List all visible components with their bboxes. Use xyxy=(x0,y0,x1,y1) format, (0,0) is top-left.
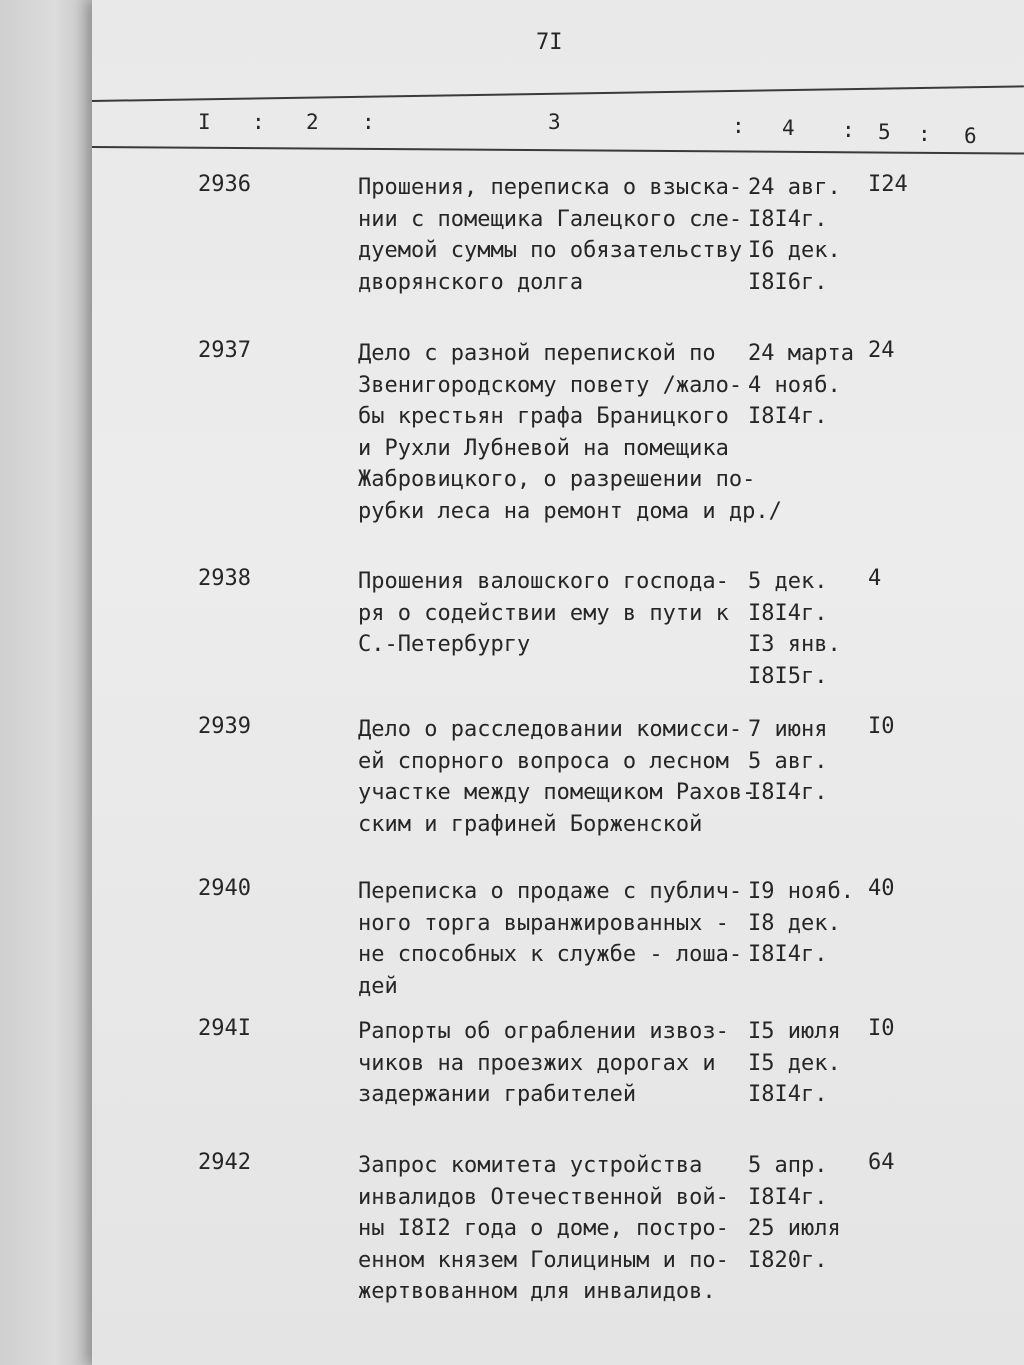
description-line: Звенигородскому повету /жало- xyxy=(358,372,743,398)
description-line: нии с помещика Галецкого сле- xyxy=(358,206,743,232)
description-line: Рапорты об ограблении извоз- xyxy=(358,1019,729,1044)
entry-description xyxy=(358,1150,758,1308)
date-line: I820г. xyxy=(748,1247,828,1273)
header-col-5: 5 xyxy=(878,120,891,144)
date-line: 5 дек. xyxy=(748,569,828,594)
date-line: 4 нояб. xyxy=(748,372,841,398)
description-line: ским и графиней Борженской xyxy=(358,811,703,837)
entry-description xyxy=(358,338,782,527)
entry-description xyxy=(358,714,758,840)
entry-dates xyxy=(748,172,868,298)
header-separator: : xyxy=(252,110,265,134)
header-separator: : xyxy=(732,114,745,138)
date-line: 5 апр. xyxy=(748,1153,828,1178)
facing-page-edge xyxy=(0,0,100,1365)
description-line: Прошения валошского господа- xyxy=(358,569,729,594)
description-line: ны I8I2 года о доме, постро- xyxy=(358,1216,729,1241)
description-line: Дело с разной перепиской по xyxy=(358,341,716,366)
description-line: енном князем Голициным и по- xyxy=(358,1247,729,1273)
date-line: I8I4г. xyxy=(748,1082,828,1107)
description-line: С.-Петербургу xyxy=(358,632,531,657)
entry-dates xyxy=(748,566,868,692)
page-number: 7I xyxy=(536,30,563,55)
header-separator: : xyxy=(842,118,855,142)
entry-sheet-count: 64 xyxy=(868,1150,895,1175)
entry-number: 2936 xyxy=(198,172,251,197)
header-separator: : xyxy=(362,110,375,134)
entry-sheet-count: I0 xyxy=(868,714,895,739)
description-line: задержании грабителей xyxy=(358,1082,637,1107)
date-line: I8 дек. xyxy=(748,910,841,936)
entry-number: 2940 xyxy=(198,876,251,901)
description-line: рубки леса на ремонт дома и др./ xyxy=(358,498,782,524)
description-line: не способных к службе - лоша- xyxy=(358,942,743,967)
header-col-3: 3 xyxy=(548,110,561,134)
entry-number: 2938 xyxy=(198,566,251,591)
description-line: ря о содействии ему в пути к xyxy=(358,600,729,626)
date-line: I8I4г. xyxy=(748,600,828,626)
entry-description xyxy=(358,566,758,661)
date-line: I8I6г. xyxy=(748,269,828,295)
date-line: 24 марта xyxy=(748,341,854,366)
description-line: Дело о расследовании комисси- xyxy=(358,717,743,742)
header-rule-bottom xyxy=(92,146,1024,155)
entry-number: 2937 xyxy=(198,338,251,363)
entry-sheet-count: I0 xyxy=(868,1016,895,1041)
header-separator: : xyxy=(918,122,931,146)
header-col-4: 4 xyxy=(782,116,795,140)
entry-sheet-count: 4 xyxy=(868,566,882,591)
date-line: 7 июня xyxy=(748,717,828,742)
date-line: I8I4г. xyxy=(748,404,828,429)
entry-dates xyxy=(748,1016,868,1111)
description-line: участке между помещиком Рахов- xyxy=(358,780,756,805)
entry-description xyxy=(358,172,758,298)
entry-dates xyxy=(748,338,868,433)
description-line: инвалидов Отечественной вой- xyxy=(358,1184,729,1210)
header-col-2: 2 xyxy=(306,110,319,134)
entry-number: 2942 xyxy=(198,1150,251,1175)
date-line: 25 июля xyxy=(748,1216,841,1241)
description-line: дей xyxy=(358,973,398,999)
description-line: дворянского долга xyxy=(358,269,584,295)
date-line: I8I4г. xyxy=(748,942,828,967)
entry-sheet-count: I24 xyxy=(868,172,908,197)
date-line: I3 янв. xyxy=(748,632,841,657)
date-line: I8I4г. xyxy=(748,780,828,805)
entry-dates xyxy=(748,876,868,971)
date-line: I5 дек. xyxy=(748,1050,841,1076)
header-col-1: I xyxy=(198,110,211,134)
date-line: I8I4г. xyxy=(748,1184,828,1210)
description-line: ей спорного вопроса о лесном xyxy=(358,748,729,774)
description-line: Запрос комитета устройства xyxy=(358,1153,703,1178)
description-line: и Рухли Лубневой на помещика xyxy=(358,435,729,461)
date-line: I8I4г. xyxy=(748,206,828,232)
date-line: 24 авг. xyxy=(748,175,841,200)
date-line: I5 июля xyxy=(748,1019,841,1044)
entry-number: 294I xyxy=(198,1016,251,1041)
description-line: дуемой суммы по обязательству xyxy=(358,238,743,263)
date-line: I9 нояб. xyxy=(748,879,854,904)
entry-number: 2939 xyxy=(198,714,251,739)
entry-description xyxy=(358,876,758,1002)
entry-sheet-count: 40 xyxy=(868,876,895,901)
entry-dates xyxy=(748,714,868,809)
description-line: жертвованном для инвалидов. xyxy=(358,1279,716,1304)
description-line: Прошения, переписка о взыска- xyxy=(358,175,743,200)
entry-dates xyxy=(748,1150,868,1276)
description-line: бы крестьян графа Браницкого xyxy=(358,404,729,429)
date-line: 5 авг. xyxy=(748,748,828,774)
date-line: I8I5г. xyxy=(748,663,828,689)
description-line: чиков на проезжих дорогах и xyxy=(358,1050,716,1076)
date-line: I6 дек. xyxy=(748,238,841,263)
description-line: ного торга выранжированных - xyxy=(358,910,729,936)
description-line: Переписка о продаже с публич- xyxy=(358,879,743,904)
entry-description xyxy=(358,1016,758,1111)
entry-sheet-count: 24 xyxy=(868,338,895,363)
document-page xyxy=(92,0,1024,1365)
header-col-6: 6 xyxy=(964,124,977,148)
header-rule-top xyxy=(92,85,1024,102)
description-line: Жабровицкого, о разрешении по- xyxy=(358,467,756,492)
